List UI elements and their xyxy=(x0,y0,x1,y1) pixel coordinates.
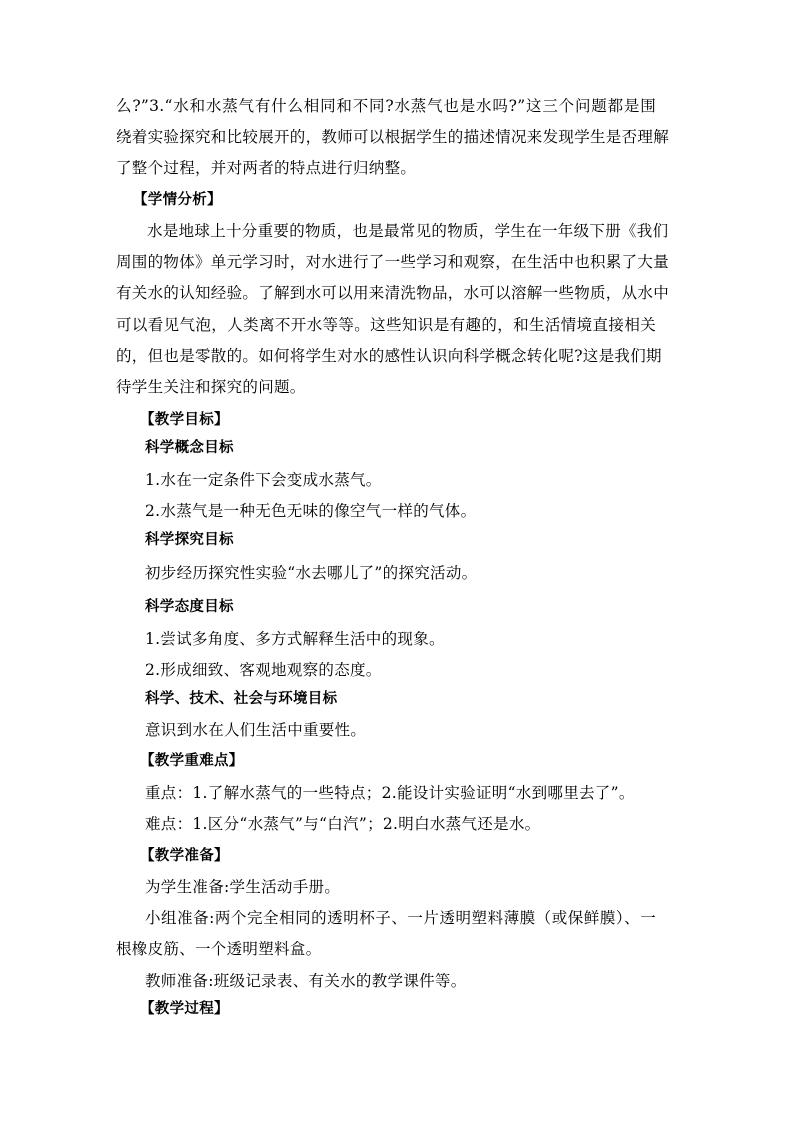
analysis-line-4: 可以看见气泡，人类离不开水等等。这些知识是有趣的，和生活情境直接相关 xyxy=(116,316,656,334)
analysis-line-6: 待学生关注和探究的问题。 xyxy=(116,378,306,396)
concept-goal-title: 科学概念目标 xyxy=(145,440,234,456)
intro-line-2: 绕着实验探究和比较展开的，教师可以根据学生的描述情况来发现学生是否理解 xyxy=(116,128,670,146)
objectives-heading: 【教学目标】 xyxy=(140,412,229,428)
difficult-point-line: 难点：1.区分“水蒸气”与“白汽”；2.明白水蒸气还是水。 xyxy=(145,815,541,833)
concept-goal-1: 1.水在一定条件下会变成水蒸气。 xyxy=(145,471,382,489)
key-points-heading: 【教学重难点】 xyxy=(140,753,244,769)
inquiry-goal-title: 科学探究目标 xyxy=(145,532,234,548)
attitude-goal-title: 科学态度目标 xyxy=(145,599,234,615)
concept-goal-2: 2.水蒸气是一种无色无味的像空气一样的气体。 xyxy=(145,502,477,520)
analysis-heading: 【学情分析】 xyxy=(133,192,222,208)
group-preparation-line-2: 根橡皮筋、一个透明塑料盒。 xyxy=(116,940,322,958)
analysis-line-2: 周围的物体》单元学习时，对水进行了一些学习和观察，在生活中也积累了大量 xyxy=(116,253,670,271)
process-heading: 【教学过程】 xyxy=(140,1001,229,1017)
sts-goal-1: 意识到水在人们生活中重要性。 xyxy=(145,721,367,739)
group-preparation-line-1: 小组准备:两个完全相同的透明杯子、一片透明塑料薄膜（或保鲜膜）、一 xyxy=(145,909,656,927)
teacher-preparation: 教师准备:班级记录表、有关水的教学课件等。 xyxy=(145,972,467,990)
preparation-heading: 【教学准备】 xyxy=(140,848,229,864)
intro-line-3: 了整个过程，并对两者的特点进行归纳整。 xyxy=(116,159,417,177)
analysis-line-5: 的，但也是零散的。如何将学生对水的感性认识向科学概念转化呢?这是我们期 xyxy=(116,347,662,365)
attitude-goal-2: 2.形成细致、客观地观察的态度。 xyxy=(145,661,382,679)
analysis-line-3: 有关水的认知经验。了解到水可以用来清洗物品，水可以溶解一些物质，从水中 xyxy=(116,284,670,302)
sts-goal-title: 科学、技术、社会与环境目标 xyxy=(145,691,338,707)
student-preparation: 为学生准备:学生活动手册。 xyxy=(145,878,341,896)
attitude-goal-1: 1.尝试多角度、多方式解释生活中的现象。 xyxy=(145,630,445,648)
inquiry-goal-1: 初步经历探究性实验“水去哪儿了”的探究活动。 xyxy=(145,564,478,582)
intro-line-1: 么?”3.“水和水蒸气有什么相同和不同?水蒸气也是水吗?”这三个问题都是围 xyxy=(116,97,656,115)
key-point-line: 重点：1.了解水蒸气的一些特点；2.能设计实验证明“水到哪里去了”。 xyxy=(145,784,635,802)
analysis-line-1: 水是地球上十分重要的物质，也是最常见的物质，学生在一年级下册《我们 xyxy=(147,222,669,240)
